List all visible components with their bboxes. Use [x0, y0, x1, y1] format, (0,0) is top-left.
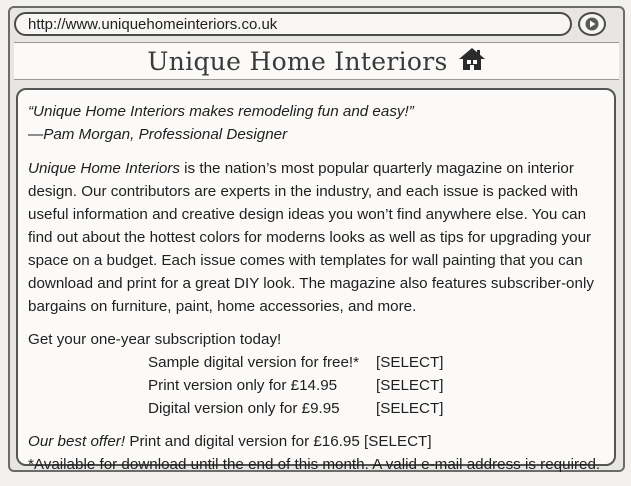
best-offer	[28, 430, 606, 453]
go-button[interactable]	[578, 12, 606, 36]
intro-paragraph	[28, 157, 606, 318]
subscription-heading: Get your one-year subscription today!	[28, 331, 282, 348]
address-bar[interactable]	[14, 12, 572, 36]
testimonial-quote	[28, 100, 606, 146]
option-label: Sample digital version for free!*	[148, 354, 360, 371]
play-arrow-icon	[585, 17, 599, 31]
best-offer-select-link[interactable]: [SELECT]	[364, 433, 432, 450]
select-link[interactable]: [SELECT]	[376, 354, 444, 371]
browser-window	[8, 6, 625, 472]
quote-attribution: —Pam Morgan, Professional Designer	[28, 126, 288, 143]
site-title: Unique Home Interiors	[147, 46, 448, 76]
page-content	[16, 88, 616, 473]
best-offer-tag: Our best offer!	[28, 433, 126, 450]
option-row	[28, 374, 606, 397]
house-icon	[458, 47, 486, 76]
quote-open: “Unique Home Interiors	[28, 103, 190, 120]
intro-text: is the nation’s most popular quarterly magazine on interior design. Our contributors are experts in the industry, and each issue is packed with useful information and creative design ideas you won’t find anywhere else. You can find out about the hottest colors for moderns looks as well as tips for upgrading your space on a budget. Each issue comes with templates for wall painting that you can download and print for a great DIY look. The magazine also features subscriber-only bargains on furniture, paint, home accessories, and more.	[28, 160, 594, 315]
option-label: Print version only for £14.95	[148, 377, 338, 394]
option-row	[28, 397, 606, 420]
magazine-name: Unique Home Interiors	[28, 160, 180, 177]
select-link[interactable]: [SELECT]	[376, 377, 444, 394]
footnote: *Available for download until the end of this month. A valid e-mail address is required.	[28, 456, 601, 473]
option-row	[28, 351, 606, 374]
select-link[interactable]: [SELECT]	[376, 400, 444, 417]
url-text[interactable]: http://www.uniquehomeinteriors.co.uk	[28, 15, 278, 33]
subscription-options	[28, 351, 606, 420]
best-offer-label: Print and digital version for £16.95	[129, 433, 360, 450]
option-label: Digital version only for £9.95	[148, 400, 340, 417]
site-header	[14, 42, 619, 80]
quote-italic: makes remodeling fun and easy!”	[189, 103, 414, 120]
